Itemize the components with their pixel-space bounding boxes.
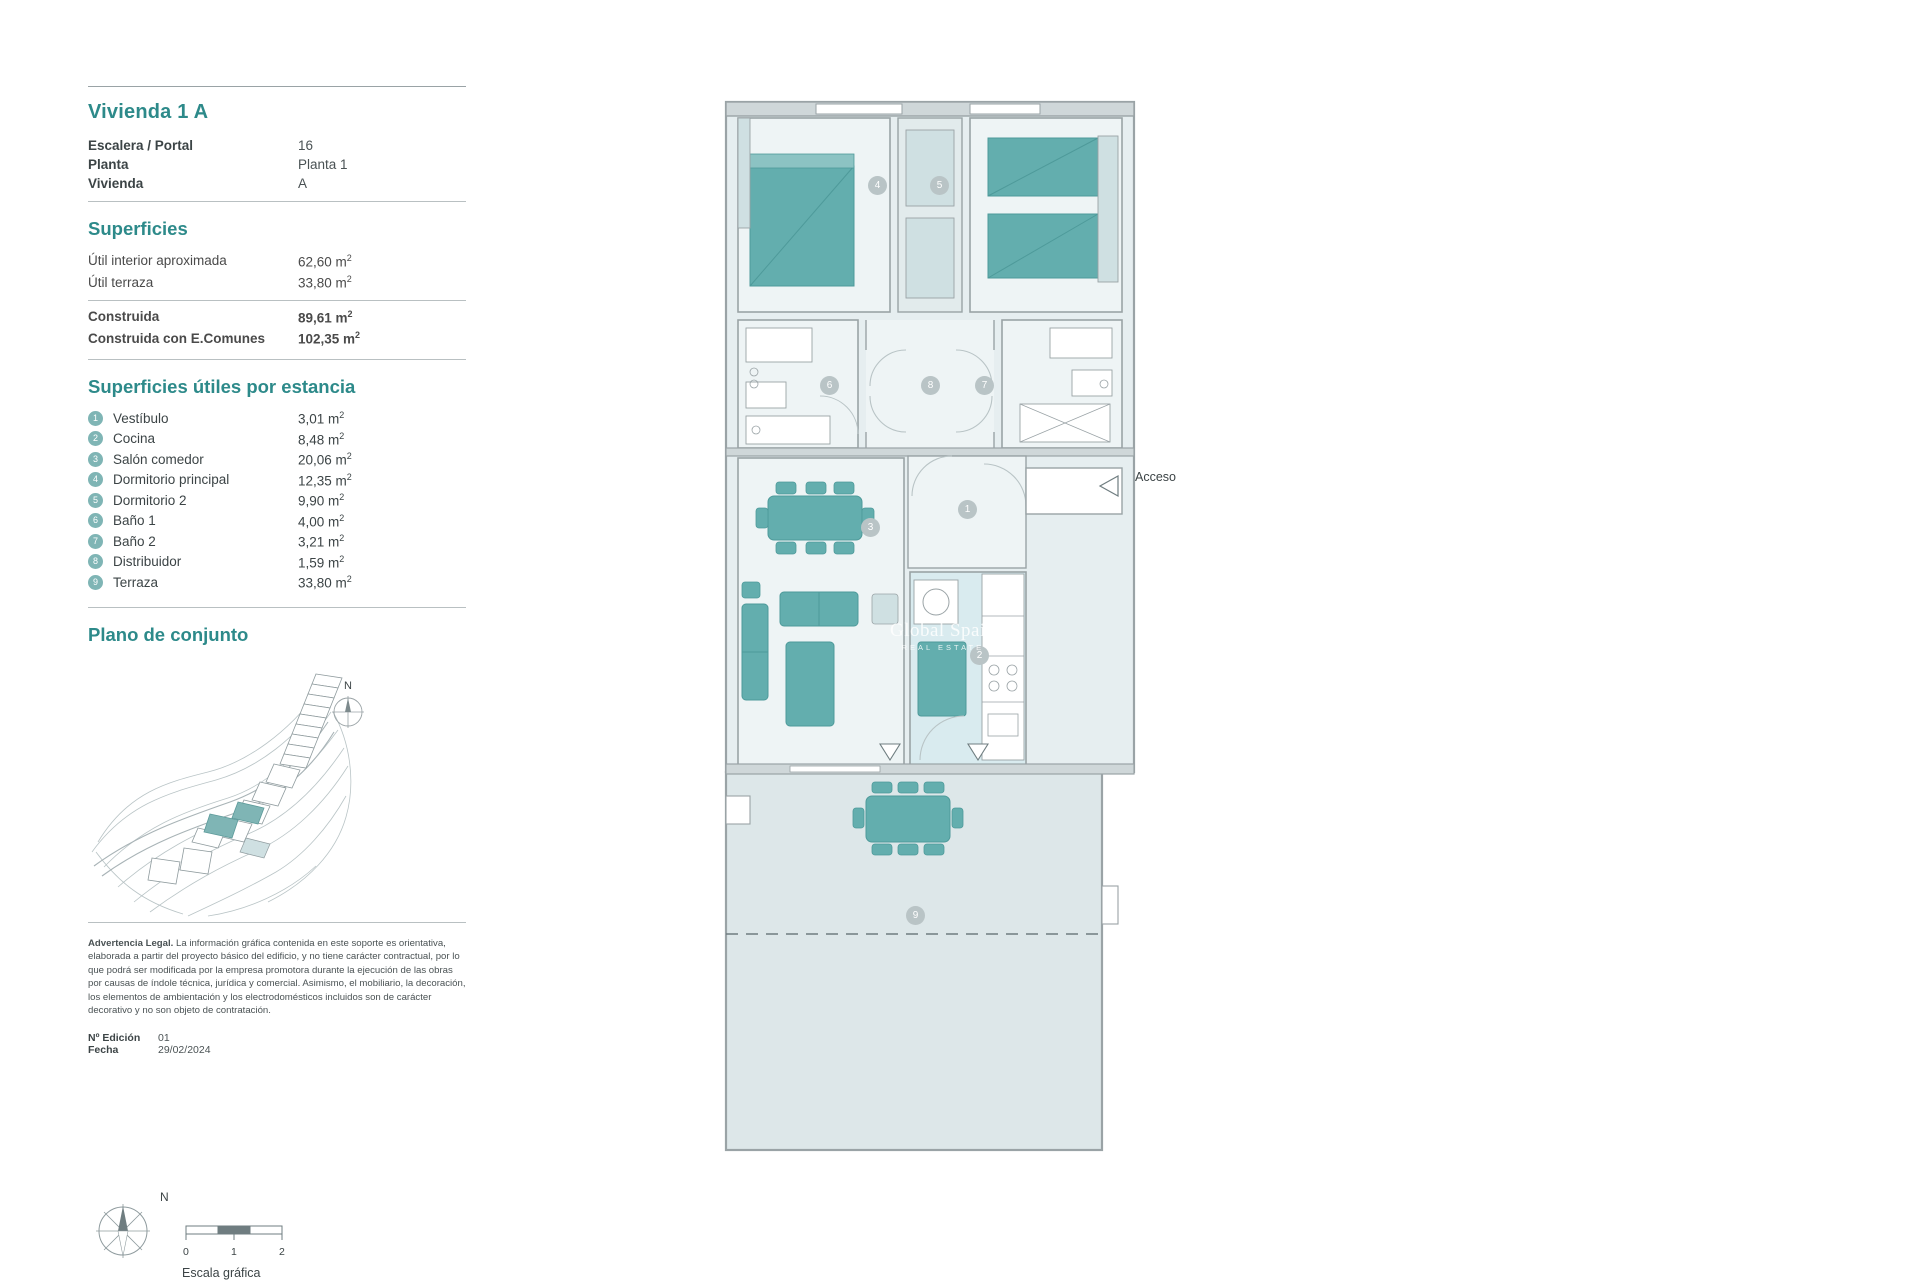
table-row <box>88 174 466 193</box>
divider <box>88 607 466 608</box>
room-number-badge: 6 <box>88 513 103 528</box>
info-column <box>88 86 468 1056</box>
room-area-exp: 2 <box>339 533 345 543</box>
compass-icon <box>328 692 368 732</box>
list-item <box>88 511 468 532</box>
divider <box>88 201 466 202</box>
legal-body: La información gráfica contenida en este soporte es orientativa, elaborada a partir del proyecto básico del edificio, y no tiene carácter contractual, por lo que podrá ser modificada por la empresa promotora durante la ejecución de las obras por causas de índole técnica, jurídica y comercial. Asimismo, el mobiliario, la decoración, los elementos de ambientación y los electrodomésticos incluidos son de carácter decorativo y no son objeto de contratación. <box>88 937 466 1017</box>
surfaces-title: Superficies <box>88 218 188 239</box>
table-row <box>88 1032 468 1044</box>
scale-tick-2: 2 <box>279 1246 285 1258</box>
room-area-exp: 2 <box>339 512 345 523</box>
room-area <box>298 513 344 530</box>
room-area-exp: 2 <box>339 410 345 420</box>
room-number-badge: 5 <box>88 493 103 508</box>
site-plan-compass <box>328 680 368 732</box>
plan-marker-8: 8 <box>921 376 940 395</box>
rooms-title: Superficies útiles por estancia <box>88 376 356 397</box>
room-name: Vestíbulo <box>113 410 169 426</box>
surface-value-text: 102,35 m <box>298 331 356 347</box>
room-area-text: 8,48 m <box>298 432 340 447</box>
top-divider <box>88 86 466 87</box>
details-table <box>88 136 466 193</box>
divider <box>88 359 466 360</box>
scale-tick-0: 0 <box>183 1246 189 1258</box>
surface-value <box>298 250 466 272</box>
compass-rose-icon <box>88 1196 158 1266</box>
surfaces-table <box>88 250 466 349</box>
surface-value <box>298 272 466 294</box>
plan-marker-6: 6 <box>820 376 839 395</box>
table-row <box>88 272 466 294</box>
room-area-text: 9,90 m <box>298 493 340 509</box>
room-name: Salón comedor <box>113 451 204 467</box>
room-area <box>298 554 344 571</box>
detail-value: 16 <box>298 138 314 153</box>
surface-value-text: 62,60 m <box>298 254 347 269</box>
scale-tick-1: 1 <box>231 1246 237 1258</box>
detail-label: Planta <box>88 157 129 172</box>
surface-value-text: 89,61 m <box>298 310 348 325</box>
room-area-text: 4,00 m <box>298 514 340 529</box>
room-number-badge: 8 <box>88 554 103 569</box>
room-area-exp: 2 <box>339 492 345 502</box>
table-row <box>88 306 466 328</box>
surface-value <box>298 306 466 328</box>
north-label: N <box>160 1190 169 1204</box>
site-plan-title: Plano de conjunto <box>88 623 249 645</box>
room-number-badge: 1 <box>88 411 103 426</box>
room-area-text: 33,80 m <box>298 575 347 591</box>
surface-unit-exp: 2 <box>355 330 361 340</box>
table-row <box>88 1044 468 1056</box>
plan-marker-9: 9 <box>906 906 925 925</box>
plan-marker-1: 1 <box>958 500 977 519</box>
room-name: Dormitorio principal <box>113 472 230 488</box>
room-area-exp: 2 <box>339 430 345 441</box>
site-plan-drawing <box>88 652 466 922</box>
room-number-badge: 9 <box>88 575 103 590</box>
room-area-exp: 2 <box>346 471 352 482</box>
list-item <box>88 572 468 593</box>
room-area <box>298 533 344 550</box>
room-area-text: 20,06 m <box>298 452 347 468</box>
room-number-badge: 7 <box>88 534 103 549</box>
list-item <box>88 408 468 429</box>
room-name: Distribuidor <box>113 554 182 570</box>
access-label: Acceso <box>1135 470 1176 484</box>
room-number-badge: 4 <box>88 472 103 487</box>
surface-label: Útil interior aproximada <box>88 253 227 269</box>
site-plan <box>88 652 466 922</box>
plan-marker-4: 4 <box>868 176 887 195</box>
floor-plan-svg <box>720 96 1140 1156</box>
surface-label: Construida <box>88 309 160 325</box>
north-label: N <box>344 679 352 692</box>
table-row <box>88 293 466 306</box>
table-row <box>88 136 466 155</box>
edition-block <box>88 1032 468 1056</box>
room-name: Terraza <box>113 574 159 590</box>
detail-label: Escalera / Portal <box>88 138 194 153</box>
room-area-text: 3,01 m <box>298 411 340 427</box>
date-value: 29/02/2024 <box>158 1044 211 1057</box>
room-name: Baño 2 <box>113 533 156 549</box>
table-row <box>88 155 466 174</box>
surface-unit-exp: 2 <box>347 308 353 319</box>
detail-value: A <box>298 176 308 191</box>
page-title: Vivienda 1 A <box>88 101 209 123</box>
surface-value <box>298 328 466 350</box>
room-area-exp: 2 <box>346 574 352 584</box>
list-item <box>88 490 468 511</box>
edition-label: Nº Edición <box>88 1032 141 1045</box>
list-item <box>88 552 468 573</box>
room-area-text: 12,35 m <box>298 473 347 488</box>
plan-marker-2: 2 <box>970 646 989 665</box>
room-area-text: 1,59 m <box>298 555 340 570</box>
legal-notice <box>88 937 466 1019</box>
room-area <box>298 574 352 591</box>
surface-unit-exp: 2 <box>346 274 352 284</box>
list-item <box>88 429 468 450</box>
room-number-badge: 3 <box>88 452 103 467</box>
plan-marker-5: 5 <box>930 176 949 195</box>
surface-value-text: 33,80 m <box>298 275 347 291</box>
room-area <box>298 410 344 427</box>
list-item <box>88 531 468 552</box>
room-area-text: 3,21 m <box>298 534 340 550</box>
legal-title: Advertencia Legal. <box>88 937 174 949</box>
floor-plan-drawing <box>720 96 1140 1156</box>
plan-marker-3: 3 <box>861 518 880 537</box>
room-area <box>298 492 344 509</box>
room-area-exp: 2 <box>339 553 345 564</box>
surface-label: Útil terraza <box>88 274 154 290</box>
room-area <box>298 431 344 448</box>
date-label: Fecha <box>88 1044 119 1057</box>
table-row <box>88 250 466 272</box>
detail-label: Vivienda <box>88 176 144 191</box>
surface-unit-exp: 2 <box>346 252 352 263</box>
surface-label: Construida con E.Comunes <box>88 330 266 346</box>
room-name: Dormitorio 2 <box>113 492 187 508</box>
watermark-tagline: REAL ESTATE <box>901 643 985 652</box>
edition-value: 01 <box>158 1032 170 1045</box>
bottom-tools <box>88 1190 468 1280</box>
scale-caption: Escala gráfica <box>182 1266 261 1280</box>
detail-value: Planta 1 <box>298 157 348 172</box>
table-row <box>88 328 466 350</box>
scale-bar <box>178 1220 318 1254</box>
plan-marker-7: 7 <box>975 376 994 395</box>
room-name: Cocina <box>113 431 156 447</box>
room-area <box>298 472 352 489</box>
room-area <box>298 451 352 468</box>
rooms-list <box>88 408 468 593</box>
room-name: Baño 1 <box>113 513 156 529</box>
list-item <box>88 470 468 491</box>
list-item <box>88 449 468 470</box>
watermark-brand: Global Spain <box>890 620 996 641</box>
room-area-exp: 2 <box>346 451 352 461</box>
room-number-badge: 2 <box>88 431 103 446</box>
